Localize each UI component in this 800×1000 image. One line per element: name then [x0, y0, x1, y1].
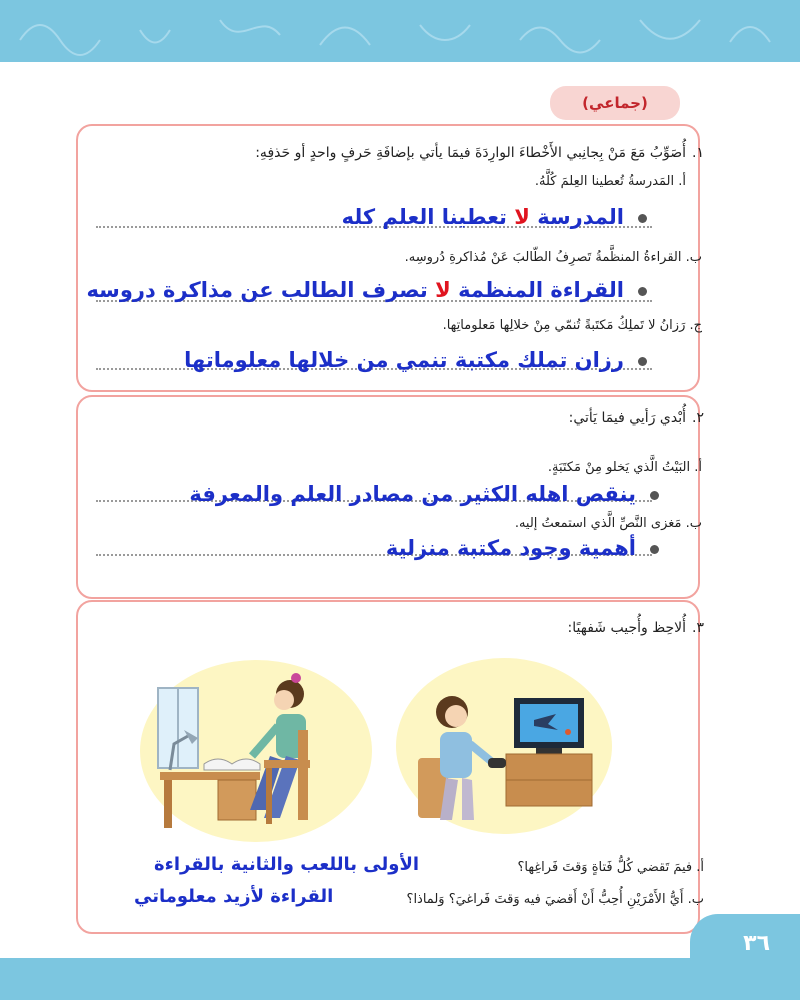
header-band — [0, 0, 800, 62]
q1a-bullet — [638, 214, 647, 223]
q1c-label: ج. رَزانُ لا تَملِكُ مَكتَبةً تُنمّي مِنْ خلالِها مَعلوماتِها. — [442, 318, 702, 333]
question-3-text: أُلاحِظ وأُجيب شَفهيًا: — [567, 620, 687, 636]
question-3-prompt — [568, 620, 704, 636]
question-3-number: ٣. — [692, 620, 704, 636]
q2b-answer: أهمية وجود مكتبة منزلية — [385, 536, 636, 560]
q1b-label: ب. القراءةُ المنظَّمةُ تَصرِفُ الطّالبَ عَنْ مُذاكرةِ دُروسِه. — [404, 250, 702, 265]
girl-gaming-illustration — [396, 658, 612, 838]
q1a-label: أ. المَدرسةُ تُعطينا العِلمَ كُلَّهُ. — [534, 174, 686, 189]
question-2-prompt — [569, 410, 704, 426]
q1b-answer: القراءة المنظمة لا تصرف الطالب عن مذاكرة دروسه — [86, 278, 624, 302]
question-1-number: ١. — [692, 145, 704, 161]
q1c-answer: رزان تملك مكتبة تنمي من خلالها معلوماتها — [184, 348, 624, 372]
q1a-answer: المدرسة لا تعطينا العلم كله — [341, 205, 624, 229]
group-activity-badge: (جماعي) — [550, 86, 680, 120]
q3b-label: ب. أَيُّ الأَمْرَيْنِ أُحِبُّ أَنْ أَقضيَ فيه وَقتَ فَراغيَ؟ وَلماذا؟ — [406, 892, 704, 907]
question-2-text: أُبْدي رَأيي فيمَا يَأتي: — [568, 410, 687, 426]
q2a-answer: ينقص اهله الكثير من مصادر العلم والمعرفة — [189, 482, 636, 506]
header-pattern — [0, 0, 800, 62]
q3a-label: أ. فيمَ تَقضي كُلُّ فَتاةٍ وَقتَ فَراغِها؟ — [517, 860, 704, 875]
q2a-bullet — [650, 491, 659, 500]
q2a-label: أ. البَيْتُ الَّذي يَخلو مِنْ مَكتَبَةٍ. — [547, 460, 702, 475]
question-2-number: ٢. — [692, 410, 704, 426]
q3b-answer: القراءة لأزيد معلوماتي — [134, 886, 334, 907]
q2b-bullet — [650, 545, 659, 554]
q3a-answer: الأولى باللعب والثانية بالقراءة — [154, 854, 420, 875]
q1c-bullet — [638, 357, 647, 366]
q1b-bullet — [638, 287, 647, 296]
question-1-prompt — [255, 145, 704, 161]
question-1-text: أُصَوِّبُ مَعَ مَنْ بِجانِبي الأَخْطاءَ الوارِدَةَ فيمَا يأتي بإضافَةِ حَرفٍ واحدٍ أو حَذفِهِ: — [255, 145, 687, 161]
q2b-label: ب. مَغزى النَّصِّ الَّذي استمعتُ إليه. — [514, 516, 702, 531]
footer-band — [0, 958, 800, 1000]
girl-reading-illustration — [140, 660, 372, 846]
page-number: ٣٦ — [743, 931, 770, 956]
